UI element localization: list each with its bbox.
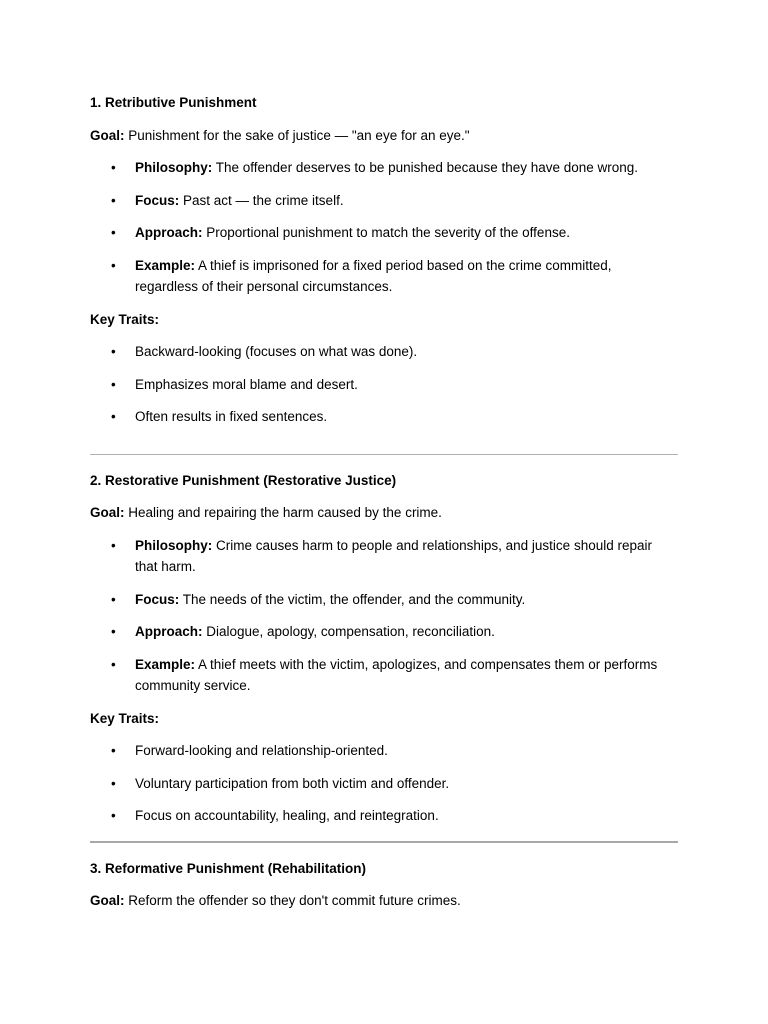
point-text: Proportional punishment to match the severity of the offense. [202, 225, 570, 240]
list-item [90, 157, 678, 179]
trait-text: Backward-looking (focuses on what was done). [135, 344, 418, 359]
section-restorative [90, 470, 678, 827]
bullet-icon: • [111, 743, 116, 758]
point-text: Crime causes harm to people and relationships, and justice should repair that harm. [135, 537, 652, 574]
point-label: Philosophy: [135, 537, 213, 553]
list-item [90, 374, 678, 396]
document-body [90, 92, 678, 923]
bullet-icon: • [111, 376, 116, 392]
point-text: The offender deserves to be punished because they have done wrong. [212, 160, 639, 175]
bullet-icon: • [111, 344, 116, 359]
bullet-icon: • [111, 160, 116, 175]
section-title: 2. Restorative Punishment (Restorative Justice) [90, 472, 397, 488]
point-text: Dialogue, apology, compensation, reconciliation. [202, 624, 495, 639]
point-label: Example: [135, 656, 196, 672]
bullet-icon: • [111, 775, 116, 791]
bullet-icon: • [111, 591, 116, 607]
trait-text: Forward-looking and relationship-oriented. [135, 743, 388, 758]
list-item [90, 222, 678, 244]
section-title: 1. Retributive Punishment [90, 95, 257, 110]
trait-text: Often results in fixed sentences. [135, 409, 328, 424]
section-divider [90, 454, 678, 455]
bullet-icon: • [111, 624, 116, 639]
point-label: Focus: [135, 591, 180, 607]
key-traits-heading: Key Traits: [90, 710, 160, 726]
traits-list [90, 740, 678, 827]
traits-list [90, 341, 678, 428]
bullet-icon: • [111, 537, 116, 553]
list-item [90, 654, 678, 697]
bullet-icon: • [111, 409, 116, 424]
goal-label: Goal: [90, 505, 125, 520]
goal-line [90, 890, 678, 912]
point-text: The needs of the victim, the offender, and the community. [179, 591, 526, 607]
key-traits-heading: Key Traits: [90, 311, 160, 327]
list-item [90, 773, 678, 795]
point-label: Approach: [135, 624, 203, 639]
list-item [90, 255, 678, 298]
list-item [90, 621, 678, 643]
trait-text: Emphasizes moral blame and desert. [135, 376, 358, 392]
section-retributive [90, 92, 678, 428]
list-item [90, 805, 678, 827]
point-label: Approach: [135, 225, 203, 240]
goal-text: Punishment for the sake of justice — "an eye for an eye." [124, 127, 470, 143]
point-text: Past act — the crime itself. [179, 192, 344, 208]
goal-label: Goal: [90, 893, 125, 908]
point-text: A thief meets with the victim, apologizes, and compensates them or performs community service. [135, 656, 658, 693]
goal-text: Healing and repairing the harm caused by the crime. [124, 505, 442, 520]
bullet-icon: • [111, 225, 116, 240]
list-item [90, 589, 678, 611]
goal-line [90, 125, 678, 147]
points-list [90, 157, 678, 298]
list-item [90, 190, 678, 212]
point-label: Example: [135, 257, 196, 273]
point-text: A thief is imprisoned for a fixed period based on the crime committed, regardless of their personal circumstances. [135, 257, 612, 294]
point-label: Focus: [135, 192, 180, 208]
list-item [90, 406, 678, 428]
section-reformative [90, 858, 678, 912]
section-divider [90, 841, 678, 843]
list-item [90, 740, 678, 762]
list-item [90, 341, 678, 363]
bullet-icon: • [111, 656, 116, 672]
points-list [90, 535, 678, 697]
point-label: Philosophy: [135, 160, 213, 175]
goal-label: Goal: [90, 127, 125, 143]
bullet-icon: • [111, 257, 116, 273]
goal-line [90, 502, 678, 524]
section-title: 3. Reformative Punishment (Rehabilitation) [90, 860, 367, 876]
goal-text: Reform the offender so they don't commit future crimes. [124, 893, 461, 908]
trait-text: Voluntary participation from both victim and offender. [135, 775, 450, 791]
bullet-icon: • [111, 808, 116, 823]
list-item [90, 535, 678, 578]
trait-text: Focus on accountability, healing, and reintegration. [135, 808, 439, 823]
bullet-icon: • [111, 192, 116, 208]
